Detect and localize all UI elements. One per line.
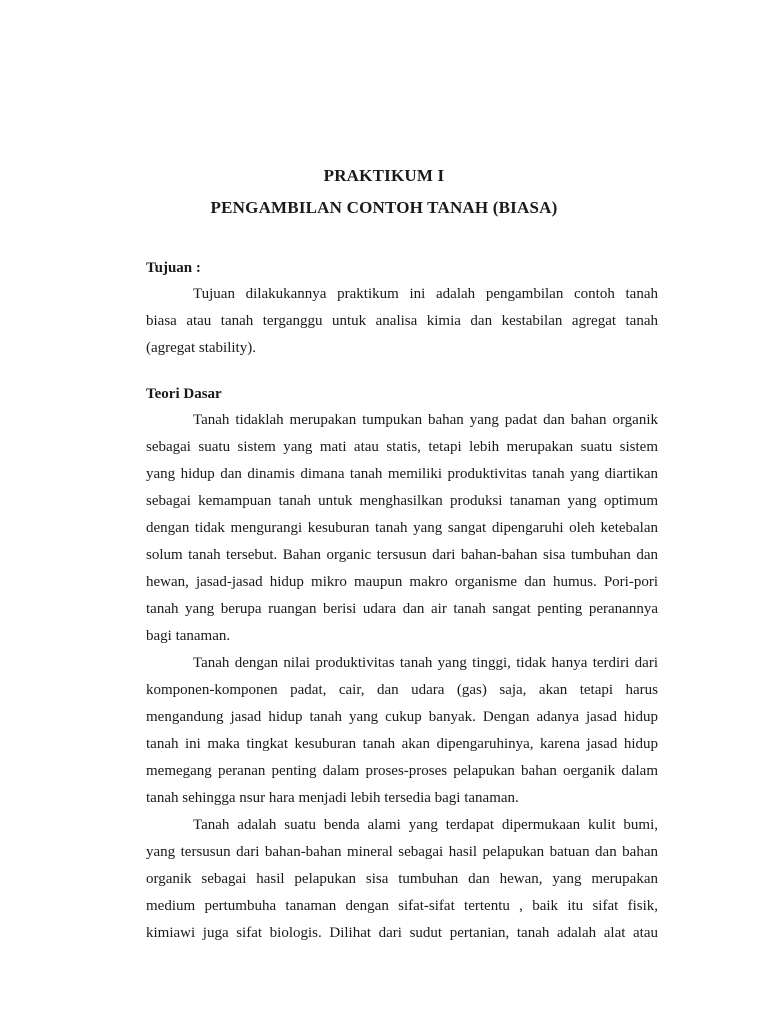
document-title: PRAKTIKUM I [323, 166, 445, 185]
paragraph-line: sebagai kemampuan tanah untuk menghasilkan produksi tanaman yang optimum [146, 493, 658, 509]
paragraph-line: hewan, jasad-jasad hidup mikro maupun makro organisme dan humus. Pori-pori [146, 574, 658, 590]
document-subtitle: PENGAMBILAN CONTOH TANAH (BIASA) [210, 198, 558, 217]
paragraph-line: yang hidup dan dinamis dimana tanah memiliki produktivitas tanah yang diartikan [146, 466, 658, 482]
paragraph-line: tanah ini maka tingkat kesuburan tanah akan dipengaruhinya, karena jasad hidup [146, 736, 658, 752]
paragraph-line: tanah sehingga nsur hara menjadi lebih tersedia bagi tanaman. [146, 790, 519, 806]
paragraph-line: solum tanah tersebut. Bahan organic tersusun dari bahan-bahan sisa tumbuhan dan [146, 547, 658, 563]
paragraph-line: sebagai suatu sistem yang mati atau statis, tetapi lebih merupakan suatu sistem [146, 439, 658, 455]
paragraph-line: organik sebagai hasil pelapukan sisa tumbuhan dan hewan, yang merupakan [146, 871, 658, 887]
paragraph-line: Tanah dengan nilai produktivitas tanah yang tinggi, tidak hanya terdiri dari [193, 655, 658, 671]
paragraph-line: mengandung jasad hidup tanah yang cukup banyak. Dengan adanya jasad hidup [146, 709, 658, 725]
paragraph-line: yang tersusun dari bahan-bahan mineral sebagai hasil pelapukan batuan dan bahan [146, 844, 658, 860]
section-heading-teori-dasar: Teori Dasar [146, 386, 222, 402]
section-heading-tujuan: Tujuan : [146, 260, 201, 276]
paragraph-line: medium pertumbuha tanaman dengan sifat-sifat tertentu , baik itu sifat fisik, [146, 898, 658, 914]
paragraph-line: tanah yang berupa ruangan berisi udara dan air tanah sangat penting peranannya [146, 601, 658, 617]
paragraph-line: Tanah adalah suatu benda alami yang terdapat dipermukaan kulit bumi, [193, 817, 658, 833]
paragraph-line: kimiawi juga sifat biologis. Dilihat dari sudut pertanian, tanah adalah alat atau [146, 925, 658, 941]
paragraph-line: komponen-komponen padat, cair, dan udara (gas) saja, akan tetapi harus [146, 682, 658, 698]
paragraph-line: bagi tanaman. [146, 628, 231, 644]
paragraph-line: dengan tidak mengurangi kesuburan tanah yang sangat dipengaruhi oleh ketebalan [146, 520, 658, 536]
paragraph-line: Tujuan dilakukannya praktikum ini adalah pengambilan contoh tanah [193, 286, 658, 302]
paragraph-line: Tanah tidaklah merupakan tumpukan bahan yang padat dan bahan organik [193, 412, 658, 428]
paragraph-line: memegang peranan penting dalam proses-proses pelapukan bahan oerganik dalam [146, 763, 658, 779]
paragraph-line: (agregat stability). [146, 340, 256, 356]
paragraph-line: biasa atau tanah terganggu untuk analisa kimia dan kestabilan agregat tanah [146, 313, 658, 329]
